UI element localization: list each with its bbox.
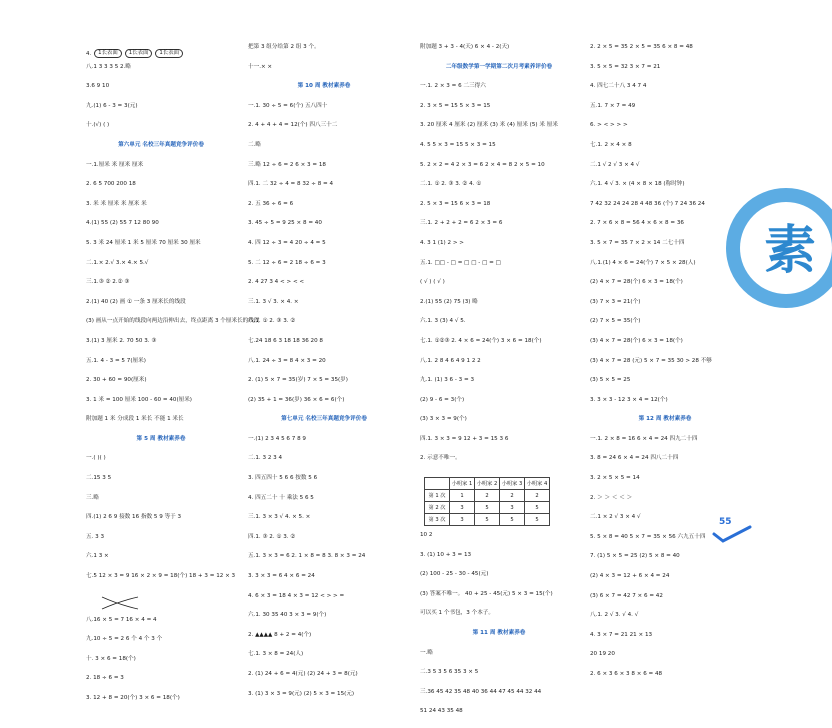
answer-line: 2. (1) 5 × 7 = 35(岁) 7 × 5 = 35(岁) [248,377,348,384]
table-cell: 3 [450,514,475,526]
answer-line: 2. (1) 24 + 6 = 4(元) (2) 24 + 3 = 8(元) [248,671,358,677]
answer-line: 附加题 3 + 3 - 4(天) 6 × 4 - 2(天) [420,44,510,50]
answer-line: 一.1. 2 × 3 = 6 二三得六 [420,83,486,90]
answer-line: 二.3 5 3 5 6 35 3 × 5 [420,669,479,676]
answer-column-2 [248,44,400,697]
answer-line: 七.1. 3 × 8 = 24(人) [248,651,304,658]
cross-match-diagram [100,595,140,611]
answer-line: 3.6 9 10 [86,83,110,90]
bubble-label: 1长表面 [155,49,183,58]
answer-line: 三.36 45 42 35 48 40 36 44 47 45 44 32 44 [420,688,542,695]
answer-line: 2. 4 + 4 + 4 = 12(个) 四八三十二 [248,122,338,129]
answer-line: 3. 45 ÷ 5 = 9 25 × 8 = 40 [248,220,322,227]
table-cell: 5 [500,514,525,526]
answer-line: (3) 4 × 7 = 28 (元) 5 × 7 = 35 30 > 28 不够 [590,357,712,364]
answer-line: 八.1. 2 8 4 6 4 9 1 2 2 [420,357,481,364]
answer-line: 3. 5 × 5 = 32 3 × 7 = 21 [590,63,661,70]
answer-line: 五.1. 4 - 3 = 5 7(厘米) [86,357,146,364]
answer-line: (2) 100 - 25 - 30 - 45(元) [420,571,489,578]
answer-line: 二.1. 3 2 3 4 [248,455,283,462]
answer-line: (2) 4 × 7 = 28(个) 6 × 3 = 18(个) [590,279,683,286]
table-cell [425,478,450,490]
answer-line: 2. 五 36 ÷ 6 = 6 [248,200,294,207]
answer-line: 八.16 × 5 = 7 16 × 4 = 4 [86,616,157,623]
answer-line: 4. 3 × 7 = 21 21 × 13 [590,631,653,638]
table-cell: 第 1 次 [425,490,450,502]
answer-line: (3) 3 × 3 = 9(个) [420,416,467,423]
bubble-row [86,44,236,64]
section-title: 二年级数学第一学期第二次月考素养评价卷 [445,63,553,70]
answer-line: 2. 示意不唯一。 [420,455,461,462]
answer-line: 九.(1) 6 - 3 = 3(元) [86,102,138,109]
answer-line: (3) 6 × 7 = 42 7 × 6 = 42 [590,592,663,599]
answer-line: (2) 7 × 5 = 35(个) [590,318,641,325]
answer-line: 二.1. ① 2. ③ 3. ② 4. ① [420,181,482,188]
section-title: 第 5 周 教材素养卷 [136,435,186,442]
table-cell: 3 [450,502,475,514]
bubble-label: 1长表面 [125,49,153,58]
table-row [425,502,550,514]
answer-line: 3. 2 × 5 × 5 = 14 [590,475,640,482]
answer-line: 51 24 43 35 48 [420,708,463,715]
data-table [424,477,550,526]
answer-line: 3. 5 × 7 = 35 7 × 2 × 14 二七十四 [590,239,685,246]
answer-line: (2) 35 + 1 = 36(岁) 36 × 6 = 6(个) [248,396,345,403]
answer-line: 10 2 [420,532,433,539]
answer-line: 附加题 1 米 分成段 1 米长 不能 1 米长 [86,416,184,423]
answer-line: (3) 7 × 3 = 21(个) [590,298,641,305]
answer-line: 一.1.厘米 米 厘米 厘米 [86,161,144,168]
answer-line: 3. 四五四十 5 6 6 按数 5 6 [248,475,318,482]
answer-line: 一.略 [420,649,433,656]
bubble-label: 1长表面 [94,49,122,58]
answer-line: 3. 米 米 厘米 米 厘米 米 [86,200,147,207]
answer-line: 3. 20 厘米 4 厘米 (2) 厘米 (3) 米 (4) 厘米 (5) 米 厘米 [420,122,558,129]
answer-line: 二.15 3 5 [86,475,112,482]
answer-line: 5. 3 米 24 厘米 1 米 5 厘米 70 厘米 30 厘米 [86,239,201,246]
answer-line: 八.1 3 3 3 5 2.略 [86,63,131,70]
table-cell: 5 [475,514,500,526]
answer-line: 3. (1) 10 + 3 = 13 [420,551,472,558]
answer-line: 五.1. 7 × 7 = 49 [590,102,636,109]
table-cell: 1 [450,490,475,502]
answer-line: 20 19 20 [590,651,615,658]
table-row [425,490,550,502]
answer-line: 7. (1) 5 × 5 = 25 (2) 5 × 8 = 40 [590,553,680,560]
answer-line: 二.略 [248,141,261,148]
answer-line: 2. 5 × 3 = 15 6 × 3 = 18 [420,200,491,207]
answer-line: 2. 4 27 3 4 < > < < [248,279,305,286]
answer-line: 2. 3 × 5 = 15 5 × 3 = 15 [420,102,491,109]
stamp-glyph: 素 [764,221,817,281]
answer-line: 2. ＞ ＞ ＜ ＜ ＞ [590,494,633,501]
table-cell: 第 3 次 [425,514,450,526]
table-cell: 小明家 2 [475,478,500,490]
answer-line: 4. 6 × 3 = 18 4 × 3 = 12 < > > = [248,592,345,599]
section-title: 第 10 周 教材素养卷 [297,83,351,90]
table-cell: 5 [475,502,500,514]
answer-line: 三.1. 3 √ 3. × 4. × [248,298,299,305]
answer-line: 3. 1 米 = 100 厘米 100 - 60 = 40(厘米) [86,396,192,403]
table-cell: 2 [475,490,500,502]
answer-line: 四.1. 3 × 3 = 9 12 + 3 = 15 3 6 [420,435,509,442]
section-title: 第 12 周 教材素养卷 [638,416,692,423]
answer-line: 3. 8 = 24 6 × 4 = 24 四八二十四 [590,455,679,462]
answer-line: 4. 四七二十八 3 4 7 4 [590,83,647,90]
answer-line: 三.1.③ ② 2.② ③ [86,279,130,286]
answer-line: 三.1. 2 + 2 + 2 = 6 2 × 3 = 6 [420,220,503,227]
answer-line: 2. 18 ÷ 6 = 3 [86,675,124,682]
answer-line: 一.1. 30 ÷ 5 = 6(个) 五八四十 [248,102,328,109]
answer-line: 4. 四五二十 十 乘法 5 6 5 [248,494,314,501]
answer-line: 5. 2 × 2 = 4 2 × 3 = 6 2 × 4 = 8 2 × 5 = 10 [420,161,545,168]
answer-line: 六.1. 30 35 40 3 × 3 = 9(个) [248,612,327,619]
answer-line: 六.1 3 × [86,553,109,560]
answer-line: 2. ▲▲▲▲ 8 + 2 = 4(个) [248,631,312,638]
answer-column-3 [420,44,578,715]
checkmark-icon [712,524,752,544]
answer-line: 五.1. 3 × 3 = 6 2. 1 × 8 = 8 3. 8 × 3 = 24 [248,553,366,560]
answer-line: 一.1. 2 × 8 = 16 6 × 4 = 24 四九二十四 [590,435,698,442]
answer-line: 3. 3 × 3 = 6 4 × 6 = 24 [248,573,315,580]
watermark-stamp [712,170,832,320]
answer-line: (2) 4 × 3 = 12 + 6 × 4 = 24 [590,573,670,580]
answer-line: 4.(1) 55 (2) 55 7 12 80 90 [86,220,159,227]
table-cell: 小明家 1 [450,478,475,490]
answer-line: (3) 画从一点开始的线段向两边沿伸出去，终点距离 3 个厘米长的线段 [86,318,260,325]
table-cell: 2 [500,490,525,502]
answer-line: 七.1. ①②③ 2. 4 × 6 = 24(个) 3 × 6 = 18(个) [420,337,542,344]
letter-c: 4. [86,50,92,57]
answer-line: 四.1. 二 32 ÷ 4 = 8 32 ÷ 8 = 4 [248,181,334,188]
answer-line: 2. 2 × 5 = 35 2 × 5 = 35 6 × 8 = 48 [590,44,693,50]
answer-line: 二.1 × 2 √ 3 × 4 √ [590,514,641,521]
table-row [425,478,550,490]
answer-line: ( √ ) ( √ ) [420,279,445,286]
answer-line: 二.1 √ 2 √ 3 × 4 √ [590,161,640,168]
table-cell: 小明家 3 [500,478,525,490]
answer-line: 一.(1) 2 3 4 5 6 7 8 9 [248,435,306,442]
section-title: 第七单元 名校三年真题竞争评价卷 [281,416,367,423]
answer-line: 2. 6 × 3 6 × 3 8 × 6 = 48 [590,671,663,677]
answer-line: 五. 3 3 [86,533,105,540]
answer-line: (2) 9 - 6 = 3(个) [420,396,465,403]
answer-line: 六.1. 4 √ 3. × (4 × 8 × 18 (称时钟) [590,181,685,188]
answer-lines [420,44,578,728]
table-row [425,514,550,526]
section-title: 第六单元 名校三年真题竞争评价卷 [118,141,204,148]
answer-line: 八.1.(1) 4 × 6 = 24(个) 7 × 5 × 28(人) [590,259,696,266]
answer-line: 3.(1) 3 厘米 2. 70 50 3. ③ [86,337,157,344]
answer-line: 2.(1) 40 (2) 画 ① 一条 3 厘米长的线段 [86,298,186,305]
answer-line: 把第 3 组分给第 2 组 3 个。 [248,44,320,50]
answer-line: (3) 5 × 5 = 25 [590,377,631,384]
answer-line: 十. 3 × 6 = 18(个) [86,655,136,662]
table-cell: 5 [525,514,550,526]
answer-line: 二.1.× 2.√ 3.× 4.× 5.√ [86,259,149,266]
answer-line: 十.(√) ( ) [86,122,110,129]
answer-line: 2. 7 × 6 × 8 = 56 4 × 6 × 8 = 36 [590,220,684,227]
answer-line: 五.1. □□ - □ = □ □ - □ = □ [420,259,501,266]
answer-line: 一.( )( ) [86,455,106,462]
answer-lines [590,44,740,691]
answer-line: 5. 二 12 ÷ 6 = 2 18 ÷ 6 = 3 [248,259,326,266]
answer-line: 4. 3 1 (1) 2 > > [420,239,464,246]
table-cell: 2 [525,490,550,502]
answer-line: 九.1. (1) 3 6 - 3 = 3 [420,377,475,384]
answer-line: (3) 答案不唯一。 40 + 25 - 45(元) 5 × 3 = 15(个) [420,590,553,597]
section-title: 第 11 周 教材素养卷 [472,630,526,637]
page-number: 55 [719,517,732,527]
answer-line: 七.24 18 6 3 18 18 36 20 8 [248,337,323,344]
answer-line: 三.略 [86,494,99,501]
table-cell: 5 [525,502,550,514]
answer-line: 七.1. 2 × 4 × 8 [590,141,632,148]
answer-line: 2.(1) 55 (2) 75 (3) 略 [420,298,478,305]
answer-line: 六.1. 3 (3) 4 √ 5. [420,318,466,325]
answer-line: 九.10 ÷ 5 = 2 6 个 4 个 3 个 [86,636,163,643]
answer-line: 7 42 32 24 24 28 4 48 36 (个) 7 24 36 24 [590,200,705,207]
answer-line: 四.(1) 2 6 9 接数 16 指数 5 9 等于 3 [86,514,182,521]
answer-line: 5. 5 × 8 = 40 5 × 7 = 35 × 56 六九五十四 [590,533,706,540]
answer-line: 可以买 1 个书包，3 个本子。 [420,610,494,617]
answer-line: 4. 5 5 × 3 = 15 5 × 3 = 15 [420,141,496,148]
answer-line: 八.1. 24 ÷ 3 = 8 4 × 3 = 20 [248,357,326,364]
answer-line: 十一.× × [248,63,273,70]
answer-line: 2. 30 + 60 = 90(厘米) [86,377,147,384]
table-cell: 第 2 次 [425,502,450,514]
answer-line: 七.5 12 × 3 = 9 16 × 2 × 9 = 18(个) 18 + 3 = 12 × 3 [86,573,236,580]
answer-line: 六.1. ① 2. ③ 3. ② [248,318,296,325]
answer-line: 6. > < > > > [590,122,628,129]
table-cell: 3 [500,502,525,514]
answer-line: 四.1. ③ 2. ① 3. ② [248,533,296,540]
answer-line: 三.略 12 ÷ 6 = 2 6 × 3 = 18 [248,161,326,168]
answer-line: 2. 6 5 700 200 18 [86,181,136,188]
answer-line: 4. 四 12 ÷ 3 = 4 20 ÷ 4 = 5 [248,239,326,246]
answer-lines [248,44,400,710]
answer-line: 3. 12 + 8 = 20(个) 3 × 6 = 18(个) [86,695,180,701]
answer-line: 3. 3 × 3 - 12 3 × 4 = 12(个) [590,396,668,403]
answer-line: 3. (1) 3 × 3 = 9(元) (2) 5 × 3 = 15(元) [248,690,355,697]
table-cell: 小明家 4 [525,478,550,490]
answer-line: 八.1. 2 √ 3. √ 4. √ [590,612,639,619]
answer-line: (3) 4 × 7 = 28(个) 6 × 3 = 18(个) [590,337,683,344]
answer-line: 三.1. 3 × 3 √ 4. × 5. × [248,514,311,521]
